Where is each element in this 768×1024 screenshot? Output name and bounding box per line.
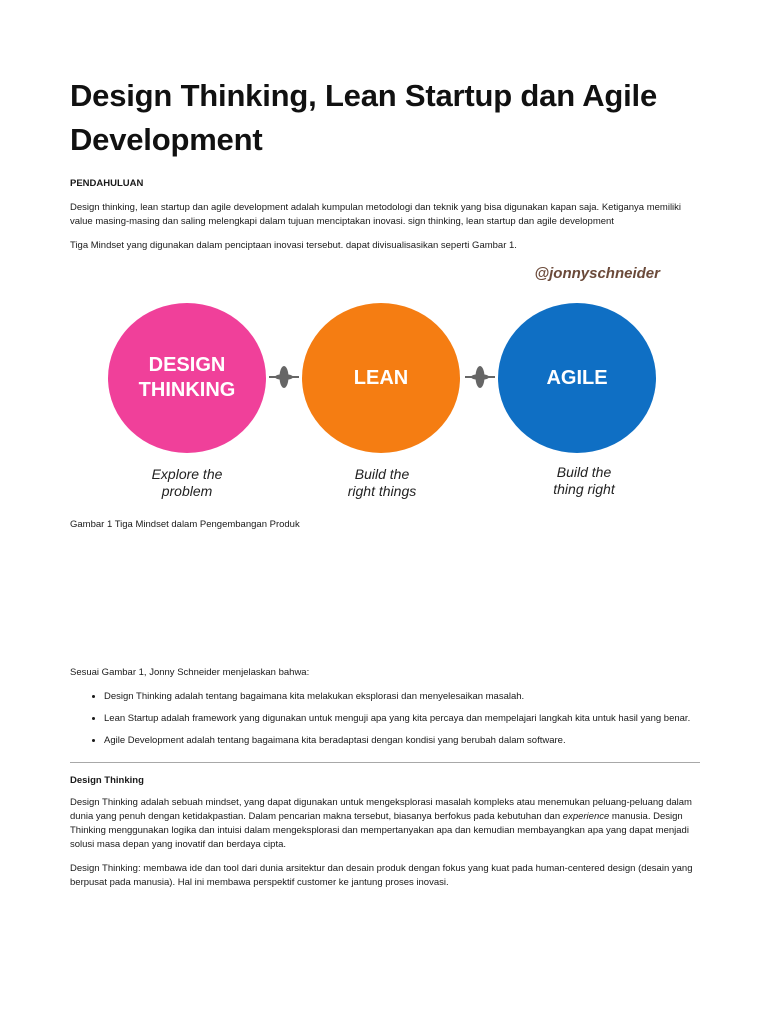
caption-line: thing right [553, 481, 615, 497]
agile-circle [498, 303, 656, 453]
lean-caption [312, 466, 452, 500]
intro-paragraph-2: Tiga Mindset yang digunakan dalam penciptaan inovasi tersebut. dapat divisualisasikan seperti Gambar 1. [70, 240, 517, 251]
design-thinking-caption [117, 466, 257, 500]
three-mindsets-figure [70, 261, 700, 519]
intro-paragraph-1: Design thinking, lean startup dan agile development adalah kumpulan metodologi dan teknik yang bisa digunakan kapan saja. Ketiganya memiliki value masing-masing dan saling melengkapi dalam tujuan menciptakan inovasi. sign thinking, lean startup dan agile development [70, 202, 682, 227]
list-item: • Design Thinking adalah tentang bagaimana kita melakukan eksplorasi dan menyelesaikan masalah. [104, 690, 700, 704]
caption-line: Build the [556, 464, 612, 480]
circle-label-line: AGILE [546, 366, 608, 389]
section-divider [70, 762, 700, 763]
design-thinking-heading: Design Thinking [70, 775, 144, 786]
paragraph-text: Design Thinking adalah sebuah mindset, yang dapat digunakan untuk mengeksplorasi masalah kompleks atau menemukan peluang-peluang dalam dunia yang penuh dengan ketidakpastian. Dalam pencarian makna tersebut, biasanya berfokus pada kebutuhan dan [70, 797, 692, 822]
caption-line: right things [347, 483, 417, 499]
circle-label-line: DESIGN [148, 354, 226, 376]
caption-line: Explore the [151, 466, 223, 482]
lean-circle [302, 303, 460, 453]
figure-caption: Gambar 1 Tiga Mindset dalam Pengembangan Produk [70, 519, 300, 530]
circle-label-line: LEAN [353, 366, 409, 389]
caption-line: Build the [354, 466, 410, 482]
document-page [70, 74, 700, 890]
paragraph-text: manusia. Design Thinking menggunakan logika dan intuisi dalam mengeksplorasi dan mempertanyakan apa dan kemudian membayangkan apa yang dapat menjadi solusi masa depan yang inovatif dan berdaya cipta. [70, 811, 689, 850]
explanation-list [70, 690, 700, 748]
design-thinking-paragraph-2: Design Thinking: membawa ide dan tool dari dunia arsitektur dan desain produk dengan fokus yang kuat pada human-centered design (desain yang berpusat pada manusia). Hal ini membawa perspektif customer ke jantung proses inovasi. [70, 863, 693, 888]
intro-heading: PENDAHULUAN [70, 178, 144, 189]
agile-caption [514, 464, 654, 498]
explanation-lead: Sesuai Gambar 1, Jonny Schneider menjelaskan bahwa: [70, 667, 310, 678]
list-item: • Lean Startup adalah framework yang digunakan untuk menguji apa yang kita percaya dan mempelajari langkah kita untuk hasil yang benar. [104, 712, 700, 726]
author-handle: @jonnyschneider [534, 265, 660, 282]
design-thinking-paragraph-1 [70, 796, 700, 852]
emphasis-text: experience [562, 811, 610, 822]
list-item: • Agile Development adalah tentang bagaimana kita beradaptasi dengan kondisi yang berubah dalam software. [104, 734, 700, 748]
design-thinking-circle [108, 303, 266, 453]
document-title: Design Thinking, Lean Startup dan Agile Development [70, 78, 657, 157]
plus-connector-icon [269, 362, 299, 392]
plus-connector-icon [465, 362, 495, 392]
circle-label-line: THINKING [138, 379, 236, 401]
caption-line: problem [161, 483, 213, 499]
